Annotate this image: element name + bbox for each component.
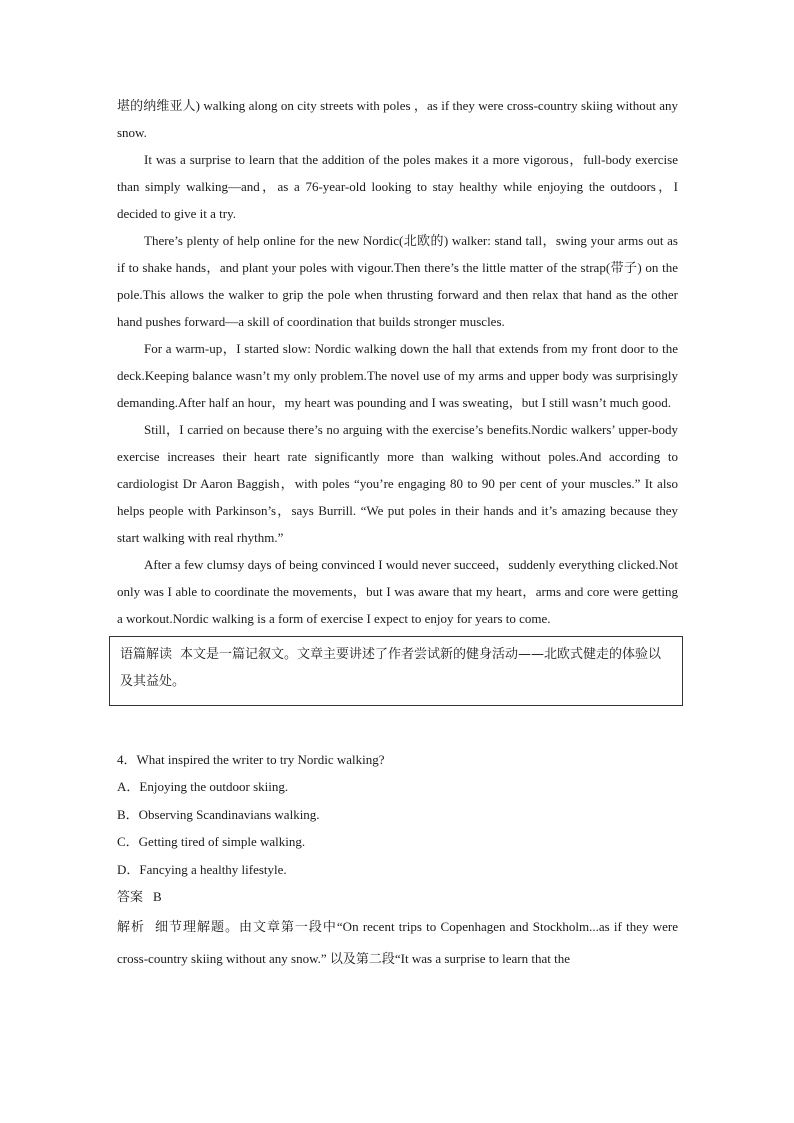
option-d: D．Fancying a healthy lifestyle. (117, 861, 287, 877)
summary-text: 本文是一篇记叙文。文章主要讲述了作者尝试新的健身活动——北欧式健走的体验以及其益处。 (120, 647, 662, 689)
passage-paragraph-1: It was a surprise to learn that the addition of the poles makes it a more vigorous，full-body exercise than simply walking—and，as a 76-year-old looking to stay healthy while enjoying the outdoors，I decided to give it a try. (117, 152, 678, 221)
question-stem: 4．What inspired the writer to try Nordic walking? (117, 752, 385, 767)
option-a: A．Enjoying the outdoor skiing. (117, 779, 289, 794)
analysis-line (117, 911, 678, 974)
option-b: B．Observing Scandinavians walking. (117, 806, 320, 822)
passage-paragraph-5: After a few clumsy days of being convinced I would never succeed，suddenly everything clicked.Not only was I able to coordinate the movements，but I was aware that my heart，arms and core were getting a workout.Nordic walking is a form of exercise I expect to enjoy for years to come. (117, 557, 678, 626)
page-content (117, 92, 678, 974)
question-options (117, 773, 678, 883)
answer-label: 答案 (117, 890, 144, 905)
analysis-text: 细节理解题。由文章第一段中“On recent trips to Copenhagen and Stockholm...as if they were cross-country skiing without any snow.” 以及第二段“It was a surprise to learn that the (117, 919, 678, 966)
question-block (117, 746, 678, 974)
passage-paragraph-3: For a warm-up，I started slow: Nordic walking down the hall that extends from my front door to the deck.Keeping balance wasn’t my only problem.The novel use of my arms and upper body was surprisingly demanding.After half an hour，my heart was pounding and I was sweating，but I still wasn’t much good. (117, 341, 678, 410)
option-c: C．Getting tired of simple walking. (117, 834, 306, 849)
answer-value: B (153, 889, 162, 904)
passage-paragraph-2: There’s plenty of help online for the new Nordic(北欧的) walker: stand tall，swing your arms out as if to shake hands，and plant your poles with vigour.Then there’s the little matter of the strap(带子) on the pole.This allows the walker to grip the pole when thrusting forward and then relax that hand as the other hand pushes forward—a skill of coordination that builds stronger muscles. (117, 233, 678, 329)
summary-label: 语篇解读 (120, 647, 173, 662)
passage-paragraph-0: 堪的纳维亚人) walking along on city streets with poles ，as if they were cross-country skiing without any snow. (117, 98, 678, 140)
passage-paragraph-4: Still，I carried on because there’s no arguing with the exercise’s benefits.Nordic walkers’ upper-body exercise increases their heart rate significantly more than walking without poles.And according to cardiologist Dr Aaron Baggish，with poles “you’re engaging 80 to 90 per cent of your muscles.” It also helps people with Parkinson’s，says Burrill. “We put poles in their hands and it’s amazing because they start walking with real rhythm.” (117, 422, 678, 545)
answer-line (117, 883, 678, 911)
passage-summary-box (109, 636, 683, 706)
analysis-label: 解析 (117, 920, 145, 935)
